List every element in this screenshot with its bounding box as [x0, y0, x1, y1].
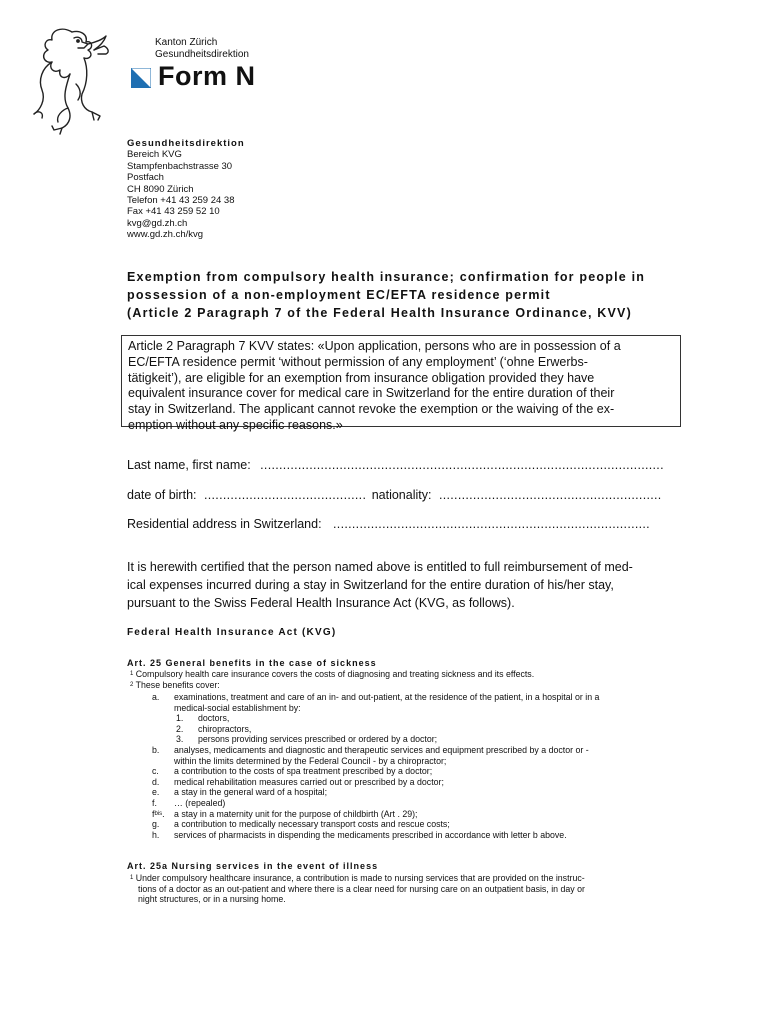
quote-line: stay in Switzerland. The applicant cannot revoke the exemption or the waiving of the ex-: [128, 402, 615, 417]
item-d: medical rehabilitation measures carried out or prescribed by a doctor;: [174, 776, 444, 787]
certification-text: [127, 558, 687, 612]
name-label: Last name, first name:: [127, 458, 251, 472]
name-field-row: [127, 458, 664, 472]
item-h: services of pharmacists in dispending the medicaments prescribed in accordance with letter b above.: [174, 829, 567, 840]
address-line: CH 8090 Zürich: [127, 183, 194, 195]
art25a-heading: Art. 25a Nursing services in the event of illness: [127, 861, 379, 871]
zurich-lion-logo: [32, 24, 120, 136]
dob-field[interactable]: ...........................................: [203, 488, 367, 502]
residence-row: [127, 517, 650, 531]
nationality-label: nationality:: [371, 488, 432, 502]
zurich-flag-icon: [131, 68, 151, 88]
art25-heading: Art. 25 General benefits in the case of sickness: [127, 658, 377, 668]
item-c: a contribution to the costs of spa treatment prescribed by a doctor;: [174, 766, 433, 777]
nationality-field[interactable]: ...........................................................: [438, 488, 662, 502]
document-title: [127, 268, 717, 322]
art25a-line: tions of a doctor as an out-patient and where there is a clear need for nursing care on an outpatient basis, in day or: [138, 883, 585, 894]
quote-line: EC/EFTA residence permit ‘without permission of any employment’ (‘ohne Erwerbs-: [128, 354, 588, 369]
item-e: a stay in the general ward of a hospital;: [174, 787, 328, 798]
address-org: Gesundheitsdirektion: [127, 138, 245, 149]
quote-line: equivalent insurance cover for medical care in Switzerland for the entire duration of their: [128, 386, 615, 401]
quote-line: tätigkeit’), are eligible for an exemption from insurance obligation provided they have: [128, 370, 595, 385]
act-heading: Federal Health Insurance Act (KVG): [127, 627, 337, 638]
address-phone: Telefon +41 43 259 24 38: [127, 195, 235, 207]
address-line: Bereich KVG: [127, 149, 182, 161]
address-block: [127, 138, 245, 241]
cert-line: It is herewith certified that the person named above is entitled to full reimbursement of med-: [127, 560, 633, 574]
item-g: a contribution to medically necessary transport costs and rescue costs;: [174, 819, 450, 830]
quote-line: emption without any specific reasons.»: [128, 417, 343, 432]
cert-line: ical expenses incurred during a stay in Switzerland for the entire duration of his/her stay,: [127, 578, 614, 592]
title-line: possession of a non-employment EC/EFTA residence permit: [127, 288, 551, 302]
address-email: kvg@gd.zh.ch: [127, 217, 188, 229]
art25-p1: Compulsory health care insurance covers the costs of diagnosing and treating sickness and its effects.: [135, 669, 535, 679]
name-field[interactable]: ...........................................................................................................: [260, 458, 664, 472]
form-title: Form N: [158, 61, 256, 91]
item-fbis-sup: bis: [154, 810, 163, 817]
item-b-cont: within the limits determined by the Federal Council - by a chiropractor;: [174, 755, 447, 766]
title-line: (Article 2 Paragraph 7 of the Federal Health Insurance Ordinance, KVV): [127, 306, 632, 320]
item-fbis-label: f: [152, 808, 155, 819]
residence-field[interactable]: ....................................................................................: [333, 517, 650, 531]
art25-p2: These benefits cover:: [135, 679, 220, 690]
direktion-name: Gesundheitsdirektion: [155, 49, 249, 60]
item-f: … (repealed): [174, 797, 226, 808]
art25-body: $^1$ Compulsory health care insurance covers the costs of diagnosing and treating sickness and its effects. $^2$ These benefits cover:: [130, 669, 535, 690]
quote-line: Article 2 Paragraph 7 KVV states: «Upon application, persons who are in possession of a: [128, 339, 621, 353]
item-fbis: a stay in a maternity unit for the purpose of childbirth (Art . 29);: [174, 808, 418, 819]
cert-line: pursuant to the Swiss Federal Health Insurance Act (KVG, as follows).: [127, 596, 515, 610]
item-a-cont: medical-social establishment by:: [174, 702, 301, 713]
sub-item: chiropractors,: [198, 723, 252, 734]
address-website: www.gd.zh.ch/kvg: [127, 229, 204, 241]
item-b: analyses, medicaments and diagnostic and therapeutic services and equipment prescribed by a doctor or -: [174, 744, 589, 755]
sub-item: persons providing services prescribed or ordered by a doctor;: [198, 734, 438, 745]
article-quote-box: [121, 335, 681, 432]
art25a-line: night structures, or in a nursing home.: [138, 894, 286, 905]
address-line: Stampfenbachstrasse 30: [127, 160, 233, 172]
address-line: Postfach: [127, 172, 164, 184]
kanton-header: [155, 37, 249, 61]
dob-nationality-row: [127, 488, 662, 502]
dob-label: date of birth:: [127, 488, 197, 502]
sub-item: doctors,: [198, 713, 230, 724]
title-line: Exemption from compulsory health insurance; confirmation for people in: [127, 270, 646, 284]
kanton-name: Kanton Zürich: [155, 37, 218, 48]
art25a-line: Under compulsory healthcare insurance, a contribution is made to nursing services that are provided on the instruc-: [135, 873, 585, 883]
item-a: examinations, treatment and care of an in- and out-patient, at the residence of the patient, in a hospital or in a: [174, 692, 600, 702]
art25-list: a. examinations, treatment and care of an in- and out-patient, at the residence of the patient, in a hospital or in a medical-social establishment by: 1. doctors, 2. chiropractors, 3. persons providing services prescribed or ordered by a doctor; b. analyses, medicaments and diagnostic and therapeutic services and equipment prescribed by a doctor or - within the limits determined by the Federal Council - by a chiropractor; c. a contribution to the costs of spa treatment prescribed by a doctor; d. medical rehabilitation measures carried out or prescribed by a doctor; e. a stay in the general ward of a hospital; f. … (repealed) $f^{bis}$. a stay in a maternity unit for the purpose of childbirth (Art . 29); g. a contribution to medically necessary transport costs and rescue costs; h. services of pharmacists in dispending the medicaments prescribed in accordance with letter b above.: [152, 692, 600, 840]
art25a-body: $^1$ Under compulsory healthcare insurance, a contribution is made to nursing services that are provided on the instruc- tions of a doctor as an out-patient and where there is a clear need for nursing care on an outpatient basis, in day or night structures, or in a nursing home.: [130, 873, 710, 905]
address-fax: Fax +41 43 259 52 10: [127, 206, 220, 218]
residence-label: Residential address in Switzerland:: [127, 517, 322, 531]
